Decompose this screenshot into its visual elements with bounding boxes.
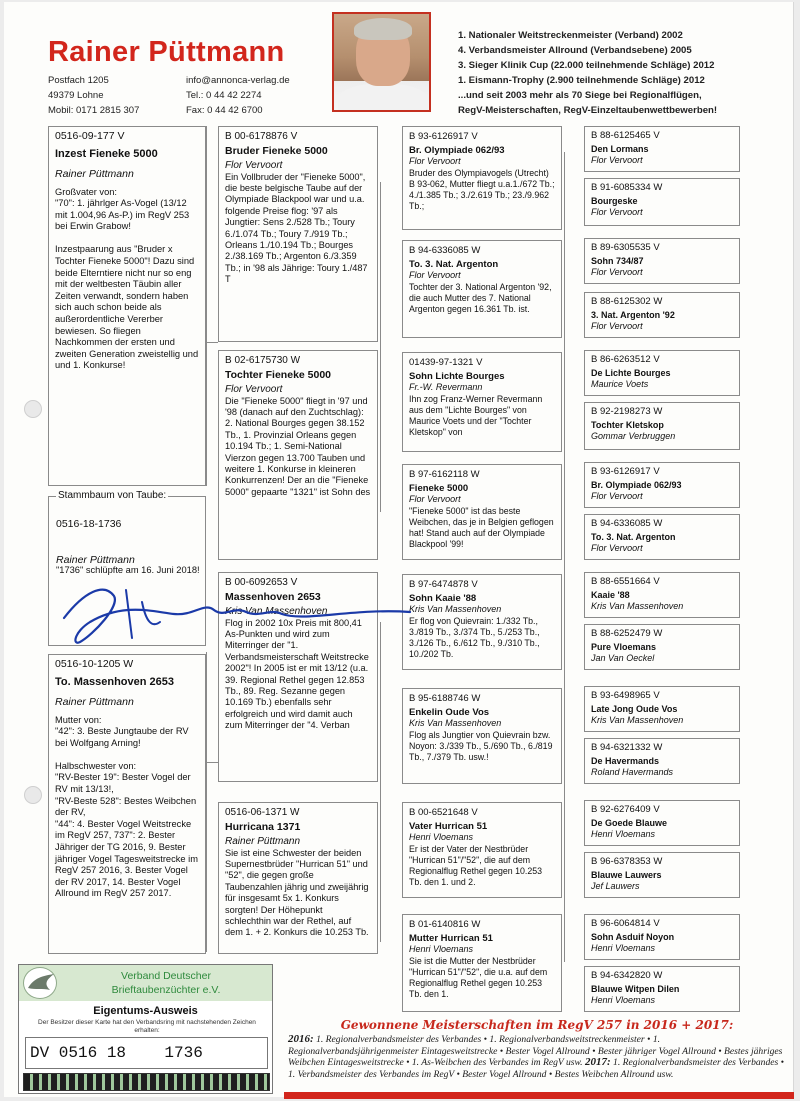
ring-number: B 00-6092653 V: [225, 577, 298, 588]
punch-hole: [24, 400, 42, 418]
breeder-name: Flor Vervoort: [225, 160, 283, 171]
fax-text: Fax: 0 44 42 6700: [186, 105, 263, 116]
bird-logo-icon: [23, 967, 57, 999]
connector-line: [380, 622, 381, 942]
pedigree-page: [4, 2, 794, 1097]
association-line: Verband Deutscher: [121, 970, 211, 982]
pigeon-description: Ein Vollbruder der "Fieneke 5000", die beste belgische Taube auf der Olympiade Blackpool war und u.a. folgende Preise flog: '97 als Jungtier: Sens 2./528 Tb.; Toury 6./1.074 Tb.; Toury 7./919 Tb.; Orleans 1./10.194 Tb.; Bourges 2./38.169 Tb.; Argenton 6./3.359 Tb.; in '98 als Jährige: Toury 1./487 T: [225, 171, 368, 285]
ring-number: B 94-6321332 W: [591, 742, 663, 753]
breeder-name: Flor Vervoort: [409, 494, 461, 504]
pigeon-name: To. Massenhoven 2653: [55, 675, 175, 688]
pigeon-name: Enkelin Oude Vos: [409, 706, 490, 718]
ancestor-box: [584, 572, 740, 618]
ring-number: 01439-97-1321 V: [409, 357, 483, 368]
ring-number: B 88-6551664 V: [591, 576, 660, 587]
great-grandparent-box: [402, 464, 562, 560]
ring-number: B 86-6263512 V: [591, 354, 660, 365]
email-text: info@annonca-verlag.de: [186, 75, 290, 86]
ring-number: B 93-6126917 V: [591, 466, 660, 477]
breeder-name: Flor Vervoort: [591, 267, 643, 277]
breeder-name: Henri Vloemans: [409, 832, 474, 842]
association-name: [63, 969, 269, 997]
great-grandparent-box: [402, 802, 562, 898]
ring-number: 0516-10-1205 W: [55, 658, 134, 670]
pigeon-name: Kaaie '88: [591, 589, 630, 600]
ring-number: B 94-6342820 W: [591, 970, 663, 981]
breeder-name: Flor Vervoort: [409, 156, 461, 166]
breeder-name: Kris Van Massenhoven: [591, 601, 684, 611]
pigeon-name: To. 3. Nat. Argenton: [591, 531, 676, 542]
great-grandparent-box: [402, 126, 562, 230]
breeder-name: Rainer Püttmann: [225, 836, 301, 847]
breeder-name: Flor Vervoort: [591, 155, 643, 165]
ancestor-box: [584, 350, 740, 396]
ring-number: B 97-6162118 W: [409, 469, 480, 480]
ring-number: B 89-6305535 V: [591, 242, 660, 253]
breeder-name: Maurice Voets: [591, 379, 649, 389]
great-grandparent-box: [402, 914, 562, 1012]
pigeon-name: De Lichte Bourges: [591, 367, 671, 378]
breeder-name: Flor Vervoort: [591, 207, 643, 217]
ancestor-box: [584, 852, 740, 898]
pigeon-name: To. 3. Nat. Argenton: [409, 258, 499, 270]
pigeon-name: Sohn 734/87: [591, 255, 644, 266]
ring-number: B 94-6336085 W: [409, 245, 481, 256]
ring-number: B 92-6276409 V: [591, 804, 660, 815]
breeder-name: Rainer Püttmann: [55, 168, 134, 180]
pigeon-name: 3. Nat. Argenton '92: [591, 309, 675, 320]
hatch-note: "1736" schlüpfte am 16. Juni 2018!: [56, 565, 200, 575]
ancestor-box: [584, 914, 740, 960]
ring-number: B 96-6378353 W: [591, 856, 663, 867]
ring-number: B 94-6336085 W: [591, 518, 663, 529]
title-item: ...und seit 2003 mehr als 70 Siege bei Regionalflügen,: [458, 90, 702, 101]
pigeon-description: Flog in 2002 10x Preis mit 800,41 As-Punkten und wird zum Miterringer der "1. Verbandsmeisterschaft Weitstrecke 2002"! In 2005 ist er mit 13/12 (u.a. 39. Regional Rethel gegen 12.853 Tb., 89. Reg. Sezanne gegen 10.169 Tb.) ebenfalls sehr erfolgreich und wird damit auch zum Miterringer der "4. Verban: [225, 617, 369, 731]
breeder-name: Henri Vloemans: [591, 829, 656, 839]
ring-number: 0516-09-177 V: [55, 130, 125, 142]
breeder-name: Jan Van Oeckel: [591, 653, 655, 663]
pigeon-name: Fieneke 5000: [409, 482, 469, 494]
pigeon-name: Sohn Lichte Bourges: [409, 370, 505, 382]
ring-number: B 95-6188746 W: [409, 693, 481, 704]
great-grandparent-box: [402, 352, 562, 452]
pigeon-name: Sohn Kaaie '88: [409, 592, 477, 604]
pigeon-name: Br. Olympiade 062/93: [409, 144, 505, 156]
ancestor-box: [584, 686, 740, 732]
pigeon-description: Tochter der 3. National Argenton '92, die auch Mutter des 7. National Argenton gegen 16.361 Tb. ist.: [409, 281, 552, 314]
breeder-name: Henri Vloemans: [591, 943, 656, 953]
pigeon-name: Sohn Asduif Noyon: [591, 931, 675, 942]
ancestor-box: [584, 238, 740, 284]
ancestor-box: [584, 966, 740, 1012]
security-pattern: [23, 1073, 270, 1091]
pigeon-description: "Fieneke 5000" ist das beste Weibchen, das je in Belgien geflogen hat! Stand auch auf der Olympiade Blackpool '99!: [409, 505, 554, 549]
ancestor-box: [584, 178, 740, 226]
address-line: 49379 Lohne: [48, 90, 104, 101]
ring-number: B 88-6252479 W: [591, 628, 663, 639]
breeder-name: Rainer Püttmann: [56, 554, 135, 566]
breeder-name: Flor Vervoort: [225, 384, 283, 395]
stammbaum-label: Stammbaum von Taube:: [58, 490, 167, 501]
title-item: 1. Nationaler Weitstreckenmeister (Verband) 2002: [458, 30, 683, 41]
ancestor-box: [584, 624, 740, 670]
grandparent-box: [218, 350, 378, 560]
punch-hole: [24, 786, 42, 804]
championships-text: [288, 1034, 786, 1080]
championships-2016: 1. Regionalverbandsmeister des Verbandes • 1. Regionalverbandsweitstreckenmeister • 1. Regionalverbandsjährigenmeister Eintagesweitstrecke • Bester Vogel Allround • Bester jähriger Vogel Allround • Bestes jähriges Weibchen Eintagesweitstrecke • 1. As-Weibchen des Verbandes im RegV usw.: [288, 1034, 783, 1068]
breeder-name: Flor Vervoort: [591, 543, 643, 553]
address-block: [48, 73, 139, 118]
ring-number: B 97-6474878 V: [409, 579, 478, 590]
signature: [34, 572, 414, 652]
pigeon-description: Ihn zog Franz-Werner Revermann aus dem "Lichte Bourges" von Maurice Voets und der "Tochter Kletskop" von: [409, 393, 543, 437]
ring-number: B 91-6085334 W: [591, 182, 663, 193]
great-grandparent-box: [402, 574, 562, 670]
pigeon-name: Inzest Fieneke 5000: [55, 147, 158, 160]
ring-number: 0516-06-1371 W: [225, 807, 300, 818]
title-item: 3. Sieger Klinik Cup (22.000 teilnehmende Schläge) 2012: [458, 60, 715, 71]
breeder-name: Henri Vloemans: [591, 995, 656, 1005]
title-item: RegV-Meisterschaften, RegV-Einzeltaubenwettbewerben!: [458, 105, 718, 116]
ring-number-field: DV 0516 18 1736: [25, 1037, 268, 1069]
association-line: Brieftaubenzüchter e.V.: [111, 984, 221, 996]
pigeon-description: Sie ist eine Schwester der beiden Supernestbrüder "Hurrican 51" und "52", die gegen große Taubenzahlen jährig und zweijährig für insgesamt 5x 1. Konkurs sorgten! Der Höhepunkt schlechthin war der Rethel, auf dem 1. + 2. Konkurs die 10.253 Tb.: [225, 847, 369, 938]
year-label: 2016:: [288, 1033, 314, 1045]
breeder-name: Jef Lauwers: [591, 881, 640, 891]
ownership-card: [18, 964, 273, 1094]
ancestor-box: [584, 126, 740, 172]
footer-bar: [284, 1092, 794, 1099]
connector-line: [206, 652, 207, 952]
owner-name: Rainer Püttmann: [48, 36, 285, 68]
great-grandparent-box: [402, 688, 562, 784]
breeder-name: Kris Van Massenhoven: [409, 604, 502, 614]
pigeon-description: Bruder des Olympiavogels (Utrecht) B 93-062, Mutter fliegt u.a.1./672 Tb.; 4./1.385 Tb.; 3./2.619 Tb.; 23./9.962 Tb.;: [409, 167, 555, 211]
card-description: Der Besitzer dieser Karte hat den Verbandsring mit nachstehenden Zeichen erhalten:: [38, 1019, 256, 1034]
pigeon-name: Tochter Fieneke 5000: [225, 368, 332, 381]
pigeon-name: De Havermands: [591, 755, 660, 766]
breeder-name: Kris Van Massenhoven: [225, 606, 328, 617]
pigeon-name: Blauwe Lauwers: [591, 869, 662, 880]
breeder-name: Flor Vervoort: [591, 491, 643, 501]
great-grandparent-box: [402, 240, 562, 338]
breeder-name: Rainer Püttmann: [55, 696, 134, 708]
contact-block: [186, 73, 290, 118]
breeder-name: Kris Van Massenhoven: [409, 718, 502, 728]
ring-number: B 96-6064814 V: [591, 918, 660, 929]
pigeon-name: Late Jong Oude Vos: [591, 703, 678, 714]
connector-line: [206, 126, 207, 486]
titles-list: [458, 28, 717, 118]
breeder-name: Kris Van Massenhoven: [591, 715, 684, 725]
address-line: Postfach 1205: [48, 75, 109, 86]
breeder-name: Fr.-W. Revermann: [409, 382, 483, 392]
ring-number: B 93-6498965 V: [591, 690, 660, 701]
pigeon-name: Den Lormans: [591, 143, 649, 154]
championships-section: [288, 1018, 786, 1090]
pigeon-description: Er flog von Quievrain: 1./332 Tb., 3./819 Tb., 3./374 Tb., 5./253 Tb., 3./126 Tb., 6./612 Tb., 9./310 Tb., 10./202 Tb.: [409, 615, 540, 659]
championships-heading: Gewonnene Meisterschaften im RegV 257 in 2016 + 2017:: [340, 1018, 734, 1032]
ring-number: B 00-6178876 V: [225, 131, 298, 142]
breeder-name: Henri Vloemans: [409, 944, 474, 954]
connector-line: [206, 342, 218, 343]
ancestor-box: [584, 462, 740, 508]
connector-line: [564, 152, 565, 962]
pigeon-name: Bourgeske: [591, 195, 638, 206]
ancestor-box: [584, 738, 740, 784]
grandparent-box: [218, 126, 378, 342]
pigeon-name: Pure Vloemans: [591, 641, 657, 652]
breeder-name: Flor Vervoort: [409, 270, 461, 280]
pigeon-name: Mutter Hurrican 51: [409, 932, 493, 944]
dam-box: [48, 654, 206, 954]
address-line: Mobil: 0171 2815 307: [48, 105, 140, 116]
title-item: 4. Verbandsmeister Allround (Verbandsebene) 2005: [458, 45, 692, 56]
pigeon-name: Br. Olympiade 062/93: [591, 479, 682, 490]
ring-number: B 93-6126917 V: [409, 131, 478, 142]
ring-number: B 88-6125302 W: [591, 296, 663, 307]
phone-text: Tel.: 0 44 42 2274: [186, 90, 262, 101]
pigeon-name: De Goede Blauwe: [591, 817, 668, 828]
ring-number: B 92-2198273 W: [591, 406, 663, 417]
connector-line: [380, 182, 381, 512]
ancestor-box: [584, 800, 740, 846]
breeder-name: Gommar Verbruggen: [591, 431, 676, 441]
pigeon-name: Blauwe Witpen Dilen: [591, 983, 680, 994]
pigeon-description: Mutter von: "42": 3. Beste Jungtaube der RV bei Wolfgang Arning! Halbschwester von: "RV-Bester 19": Bester Vogel der RV mit 13/13!, "RV-Beste 528": Bestes Weibchen der RV, "44": 4. Bester Vogel Weitstrecke im RegV 257, 737": 2. Bester Jähriger der TG 2016, 9. Bester jähriger Vogel Tagesweitstrecke im RegV 257 2016, 3. Bester Vogel der RV 2017, 14. Bester Vogel Allround im RegV 257 2017.: [55, 714, 198, 899]
title-item: 1. Eismann-Trophy (2.900 teilnehmende Schläge) 2012: [458, 75, 705, 86]
sire-box: [48, 126, 206, 486]
owner-photo: [332, 12, 431, 112]
ring-number: B 00-6521648 V: [409, 807, 478, 818]
pigeon-name: Massenhoven 2653: [225, 590, 321, 603]
connector-line: [206, 762, 218, 763]
card-title: Eigentums-Ausweis: [93, 1005, 198, 1017]
ring-number: B 01-6140816 W: [409, 919, 481, 930]
pigeon-description: Er ist der Vater der Nestbrüder "Hurrican 51"/"52", die auf dem Regionalflug Rethel gegen 10.253 Tb. den 1. und 2.: [409, 843, 543, 887]
year-label: 2017:: [584, 1056, 611, 1068]
pigeon-name: Bruder Fieneke 5000: [225, 144, 328, 157]
breeder-name: Flor Vervoort: [591, 321, 643, 331]
pigeon-description: Flog als Jungtier von Quievrain bzw. Noyon: 3./339 Tb., 5./690 Tb., 6./819 Tb., 7./379 Tb. usw.!: [409, 729, 553, 762]
pigeon-description: Die "Fieneke 5000" fliegt in '97 und '98 (danach auf den Zuchtschlag): 2. National Bourges gegen 38.152 Tb., 1. Provinzial Orleans gegen 10.194 Tb.; 1. Semi-National Vierzon gegen 13.700 Tauben und weitere 1. Konkurse in kleineren Konkurrenzen! Der an die "Fieneke 5000" gepaarte "1321" ist Sohn des: [225, 395, 371, 497]
ancestor-box: [584, 514, 740, 560]
pigeon-description: Großvater von: "70": 1. jährlger As-Vogel (13/12 mit 1.004,96 As-P.) im RegV 253 bei Erwin Grabow! Inzestpaarung aus "Bruder x Tochter Fieneke 5000"! Dazu sind beide Elterntiere nicht nur so eng mit der weltbesten Täubin aller Zeiten verwandt, sondern haben sich auch schon beide als außerordentliche Vererber bewiesen. So fliegen Nachkommen der ersten und zweiten Generation zweistellig und und 1. Konkurse!: [55, 186, 199, 371]
championships-2017: 1. Regionalverbandsmeister des Verbandes • 1. Verbandsmeister des Verbandes im RegV • Bester Vogel Allround • Bestes Weibchen Allround usw.: [288, 1057, 785, 1080]
ring-number: B 02-6175730 W: [225, 355, 301, 366]
ring-number: 0516-18-1736: [56, 518, 122, 530]
ring-number: B 88-6125465 V: [591, 130, 660, 141]
ancestor-box: [584, 402, 740, 450]
pigeon-name: Hurricana 1371: [225, 820, 301, 833]
pigeon-description: Sie ist die Mutter der Nestbrüder "Hurrican 51"/"52", die u.a. auf dem Regionalflug Rethel gegen 10.253 Tb. den 1.: [409, 955, 548, 999]
breeder-name: Roland Havermands: [591, 767, 674, 777]
pigeon-name: Tochter Kletskop: [591, 419, 664, 430]
ancestor-box: [584, 292, 740, 338]
grandparent-box: [218, 802, 378, 954]
pigeon-name: Vater Hurrican 51: [409, 820, 488, 832]
